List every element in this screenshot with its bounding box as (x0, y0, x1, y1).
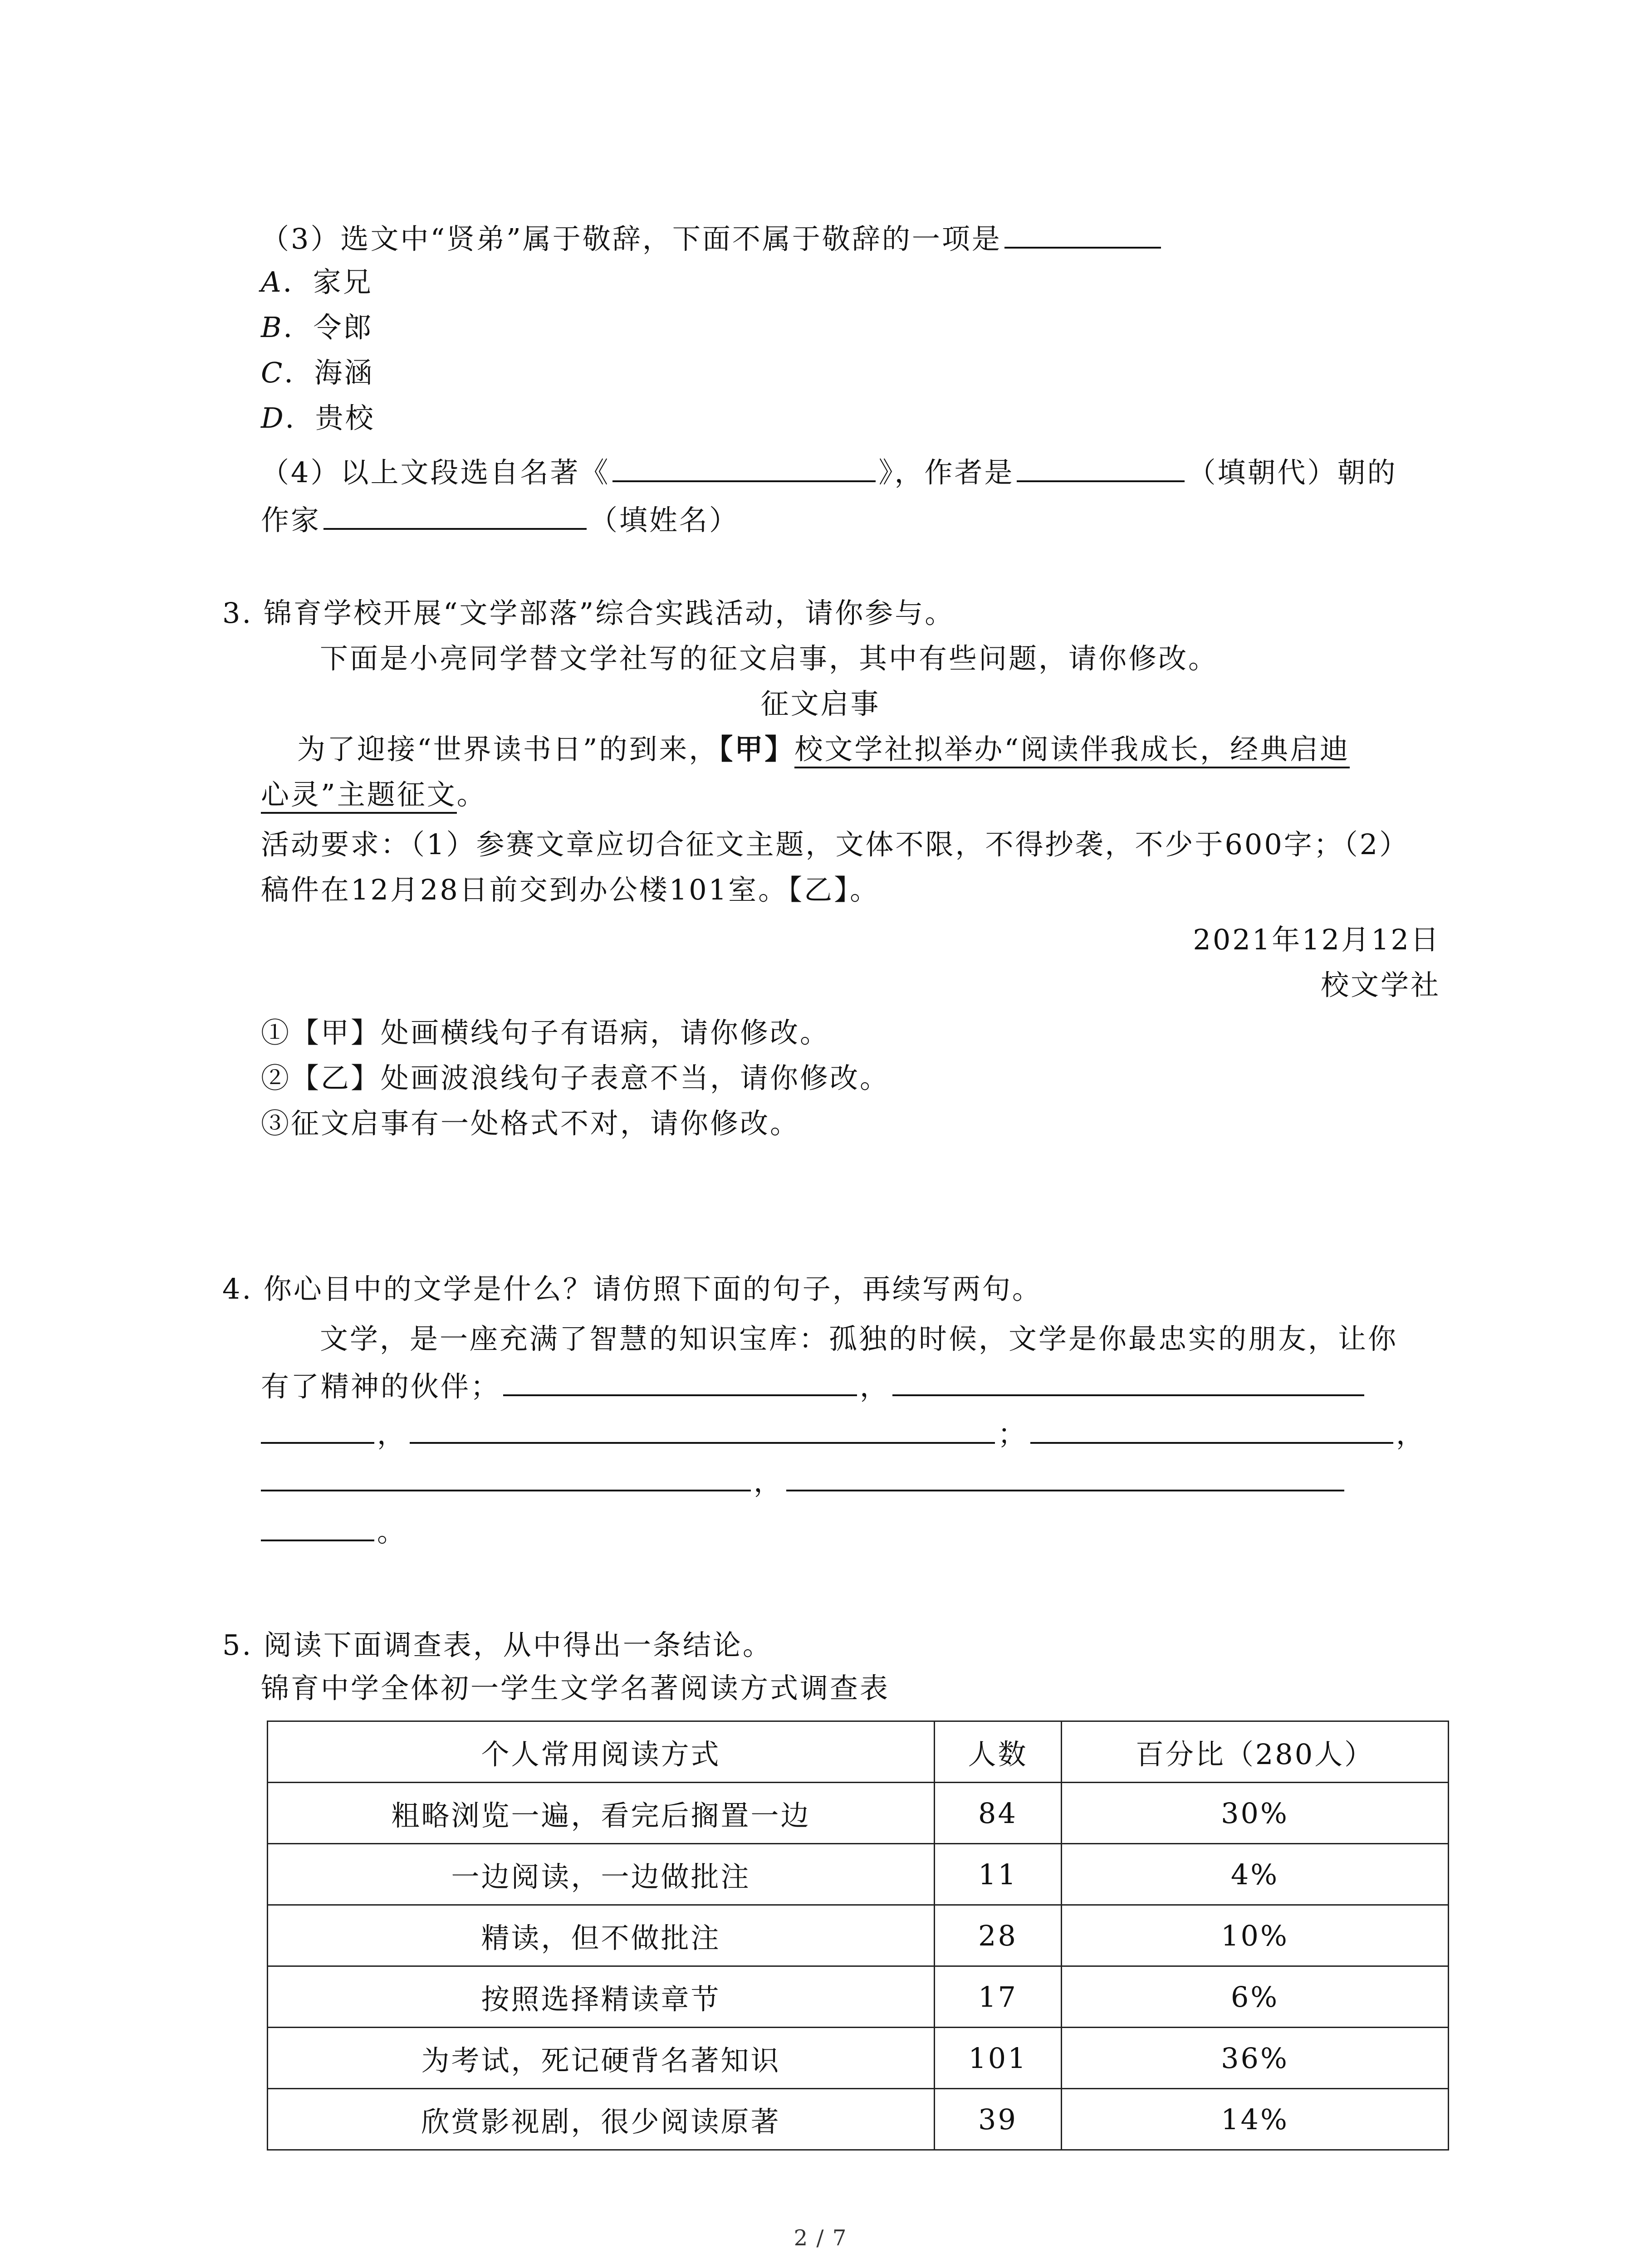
punctuation: ； (998, 1418, 1028, 1451)
q2-option-d (261, 399, 375, 437)
notice-para1 (297, 730, 1350, 768)
q2-sub3-text: （3）选文中“贤弟”属于敬辞，下面不属于敬辞的一项是 (261, 222, 1002, 255)
column-header-method: 个人常用阅读方式 (268, 1721, 935, 1783)
count-cell: 84 (935, 1783, 1062, 1844)
answer-blank[interactable] (261, 1510, 374, 1541)
answer-blank[interactable] (1004, 218, 1161, 249)
method-cell: 欣赏影视剧，很少阅读原著 (268, 2089, 935, 2150)
method-cell: 一边阅读，一边做批注 (268, 1844, 935, 1905)
q4-stem: 4. 你心目中的文学是什么？请仿照下面的句子，再续写两句。 (222, 1272, 1042, 1305)
q2-sub4-text: （填姓名） (589, 503, 740, 537)
option-letter: D (261, 401, 285, 435)
q2-sub4-line1 (261, 451, 1397, 489)
q2-option-a (261, 263, 373, 301)
table-header-row (268, 1721, 1449, 1783)
option-text: ．令郎 (283, 311, 373, 344)
notice-text: 。 (456, 778, 487, 811)
answer-blank[interactable] (410, 1413, 995, 1444)
notice-signature: 校文学社 (1320, 968, 1440, 1002)
q4-example-end: 有了精神的伙伴； (261, 1370, 501, 1403)
percent-cell: 4% (1062, 1844, 1449, 1905)
q2-sub4-text: （4）以上文段选自名著《 (261, 456, 610, 489)
q3-stem: 3. 锦育学校开展“文学部落”综合实践活动，请你参与。 (222, 596, 955, 630)
count-cell: 11 (935, 1844, 1062, 1905)
percent-cell: 14% (1062, 2089, 1449, 2150)
column-header-count: 人数 (935, 1721, 1062, 1783)
q3-task-1: ①【甲】处画横线句子有语病，请你修改。 (261, 1016, 830, 1049)
q2-sub3-stem (261, 218, 1164, 256)
notice-date: 2021年12月12日 (1193, 923, 1440, 956)
q2-option-b (261, 308, 373, 347)
option-text: ．贵校 (285, 401, 375, 435)
author-blank[interactable] (323, 499, 587, 530)
option-letter: A (261, 265, 283, 298)
count-cell: 17 (935, 1966, 1062, 2028)
table-row (268, 2028, 1449, 2089)
survey-table-title: 锦育中学全体初一学生文学名著阅读方式调查表 (261, 1672, 890, 1705)
answer-blank[interactable] (786, 1461, 1344, 1491)
marker-jia: 【甲】 (719, 733, 795, 766)
punctuation: ， (754, 1465, 784, 1498)
notice-title: 征文启事 (760, 687, 881, 720)
notice-requirements: 活动要求：（1）参赛文章应切合征文主题，文体不限，不得抄袭，不少于600字；（2） (261, 828, 1410, 861)
answer-blank[interactable] (503, 1365, 857, 1396)
punctuation: ， (377, 1418, 407, 1451)
q4-answer-line2 (261, 1413, 1426, 1451)
punctuation: ， (860, 1370, 890, 1403)
method-cell: 为考试，死记硬背名著知识 (268, 2028, 935, 2089)
option-letter: B (261, 311, 284, 344)
table-row (268, 1905, 1449, 1966)
q2-sub4-text: 》，作者是 (878, 456, 1014, 489)
q2-sub4-text: 作家 (261, 503, 321, 537)
q2-sub4-line2 (261, 499, 739, 537)
option-letter: C (261, 356, 284, 389)
q2-option-c (261, 354, 374, 392)
underlined-sentence: 校文学社拟举办“阅读伴我成长，经典启迪 (794, 733, 1350, 768)
percent-cell: 6% (1062, 1966, 1449, 2028)
notice-para1-cont (261, 776, 487, 814)
dynasty-blank[interactable] (1017, 451, 1185, 482)
percent-cell: 36% (1062, 2028, 1449, 2089)
q3-task-2: ②【乙】处画波浪线句子表意不当，请你修改。 (261, 1061, 890, 1095)
method-cell: 粗略浏览一遍，看完后搁置一边 (268, 1783, 935, 1844)
answer-blank[interactable] (1030, 1413, 1393, 1444)
table-row (268, 1783, 1449, 1844)
percent-cell: 10% (1062, 1905, 1449, 1966)
option-text: ．家兄 (283, 265, 373, 298)
answer-blank[interactable] (261, 1461, 751, 1491)
q2-sub4-text: （填朝代）朝的 (1187, 456, 1397, 489)
count-cell: 101 (935, 2028, 1062, 2089)
q4-answer-line1 (261, 1365, 1367, 1403)
q3-intro: 下面是小亮同学替文学社写的征文启事，其中有些问题，请你修改。 (320, 642, 1219, 675)
underlined-sentence: 心灵”主题征文 (261, 778, 457, 814)
answer-blank[interactable] (892, 1365, 1364, 1396)
answer-blank[interactable] (261, 1413, 374, 1444)
option-text: ．海涵 (284, 356, 374, 389)
notice-requirements-cont: 稿件在12月28日前交到办公楼101室。【乙】。 (261, 873, 880, 906)
method-cell: 按照选择精读章节 (268, 1966, 935, 2028)
survey-table (267, 1721, 1449, 2151)
punctuation: 。 (377, 1515, 407, 1548)
column-header-percent: 百分比（280人） (1062, 1721, 1449, 1783)
q4-answer-line3 (261, 1461, 1347, 1499)
table-row (268, 2089, 1449, 2150)
q4-answer-line4 (261, 1510, 407, 1549)
table-row (268, 1966, 1449, 2028)
q5-stem: 5. 阅读下面调查表，从中得出一条结论。 (222, 1628, 773, 1662)
q4-example: 文学，是一座充满了智慧的知识宝库：孤独的时候，文学是你最忠实的朋友，让你 (320, 1322, 1398, 1355)
method-cell: 精读，但不做批注 (268, 1905, 935, 1966)
notice-text: 为了迎接“世界读书日”的到来， (297, 733, 719, 766)
book-title-blank[interactable] (612, 451, 876, 482)
q3-task-3: ③征文启事有一处格式不对，请你修改。 (261, 1107, 800, 1140)
count-cell: 28 (935, 1905, 1062, 1966)
count-cell: 39 (935, 2089, 1062, 2150)
punctuation: ， (1396, 1418, 1426, 1451)
page-number: 2 / 7 (794, 2225, 847, 2251)
percent-cell: 30% (1062, 1783, 1449, 1844)
table-row (268, 1844, 1449, 1905)
